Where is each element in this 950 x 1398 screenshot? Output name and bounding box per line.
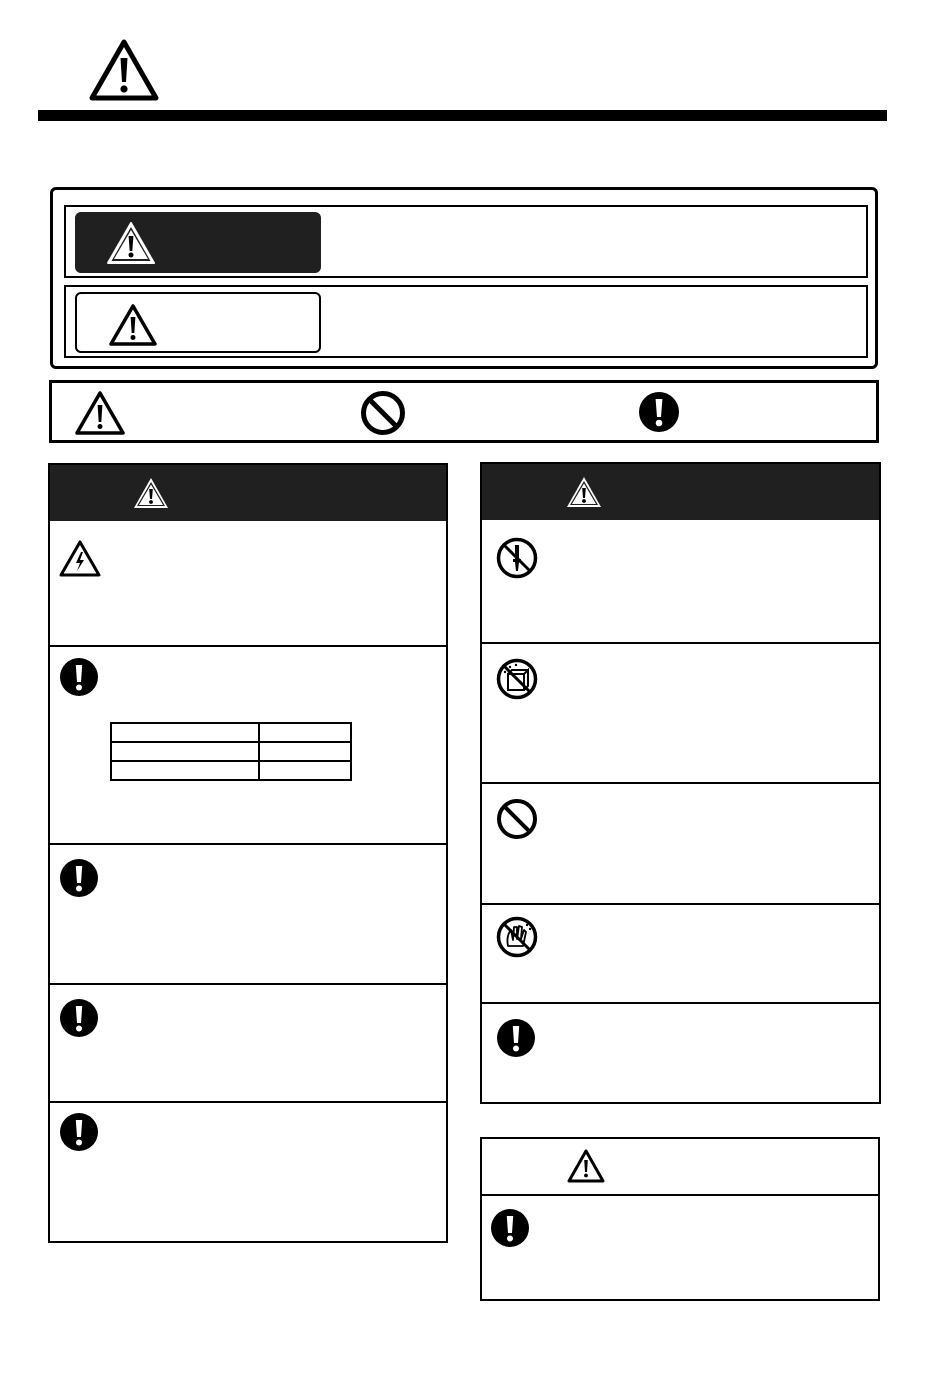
warning-item-5	[482, 1002, 879, 1102]
prohibition-icon	[496, 798, 538, 840]
spec-cell	[111, 761, 259, 780]
warning-item-1	[50, 521, 446, 647]
warning-triangle-icon	[74, 389, 126, 437]
warning-item-3	[482, 782, 879, 905]
no-wet-hands-icon	[496, 916, 538, 958]
symbol-legend-strip	[49, 380, 879, 443]
header-rule	[38, 110, 887, 121]
header-warning-triangle-icon	[88, 38, 160, 102]
no-disassembly-icon	[496, 537, 538, 579]
prohibition-icon	[360, 390, 406, 436]
mandatory-action-icon	[496, 1018, 536, 1058]
mandatory-action-icon	[637, 390, 681, 434]
warning-triangle-icon	[131, 475, 171, 511]
legend-row-warning	[64, 205, 868, 278]
spec-table-row	[111, 761, 351, 780]
panel-header	[50, 465, 446, 521]
warning-panel-right	[480, 462, 881, 1104]
no-water-icon	[496, 658, 538, 700]
spec-table-row	[111, 723, 351, 742]
warning-item-5	[50, 1101, 446, 1241]
warning-triangle-icon	[107, 302, 159, 348]
mandatory-action-icon	[59, 998, 99, 1038]
panel-header	[482, 464, 879, 520]
warning-item-4	[482, 903, 879, 1004]
mandatory-action-icon	[59, 1112, 99, 1152]
mandatory-action-icon	[490, 1208, 530, 1248]
warning-badge	[75, 212, 321, 273]
spec-cell	[259, 742, 351, 761]
caution-item-1	[482, 1196, 878, 1299]
spec-cell	[259, 723, 351, 742]
electric-shock-icon	[58, 539, 102, 579]
spec-table-row	[111, 742, 351, 761]
warning-item-2	[50, 645, 446, 845]
mandatory-action-icon	[59, 657, 99, 697]
warning-item-3	[50, 843, 446, 985]
warning-panel-left	[48, 463, 448, 1243]
warning-item-1	[482, 520, 879, 644]
spec-table	[110, 722, 352, 781]
spec-cell	[111, 742, 259, 761]
signal-word-legend	[50, 187, 878, 369]
warning-triangle-icon	[105, 220, 157, 266]
warning-triangle-icon	[566, 1148, 606, 1184]
mandatory-action-icon	[59, 858, 99, 898]
warning-triangle-icon	[564, 474, 604, 510]
legend-row-caution	[64, 285, 868, 358]
panel-header	[482, 1139, 878, 1196]
spec-cell	[259, 761, 351, 780]
spec-cell	[111, 723, 259, 742]
warning-item-2	[482, 642, 879, 784]
warning-item-4	[50, 983, 446, 1103]
caution-badge	[75, 292, 321, 353]
caution-panel	[480, 1137, 880, 1301]
